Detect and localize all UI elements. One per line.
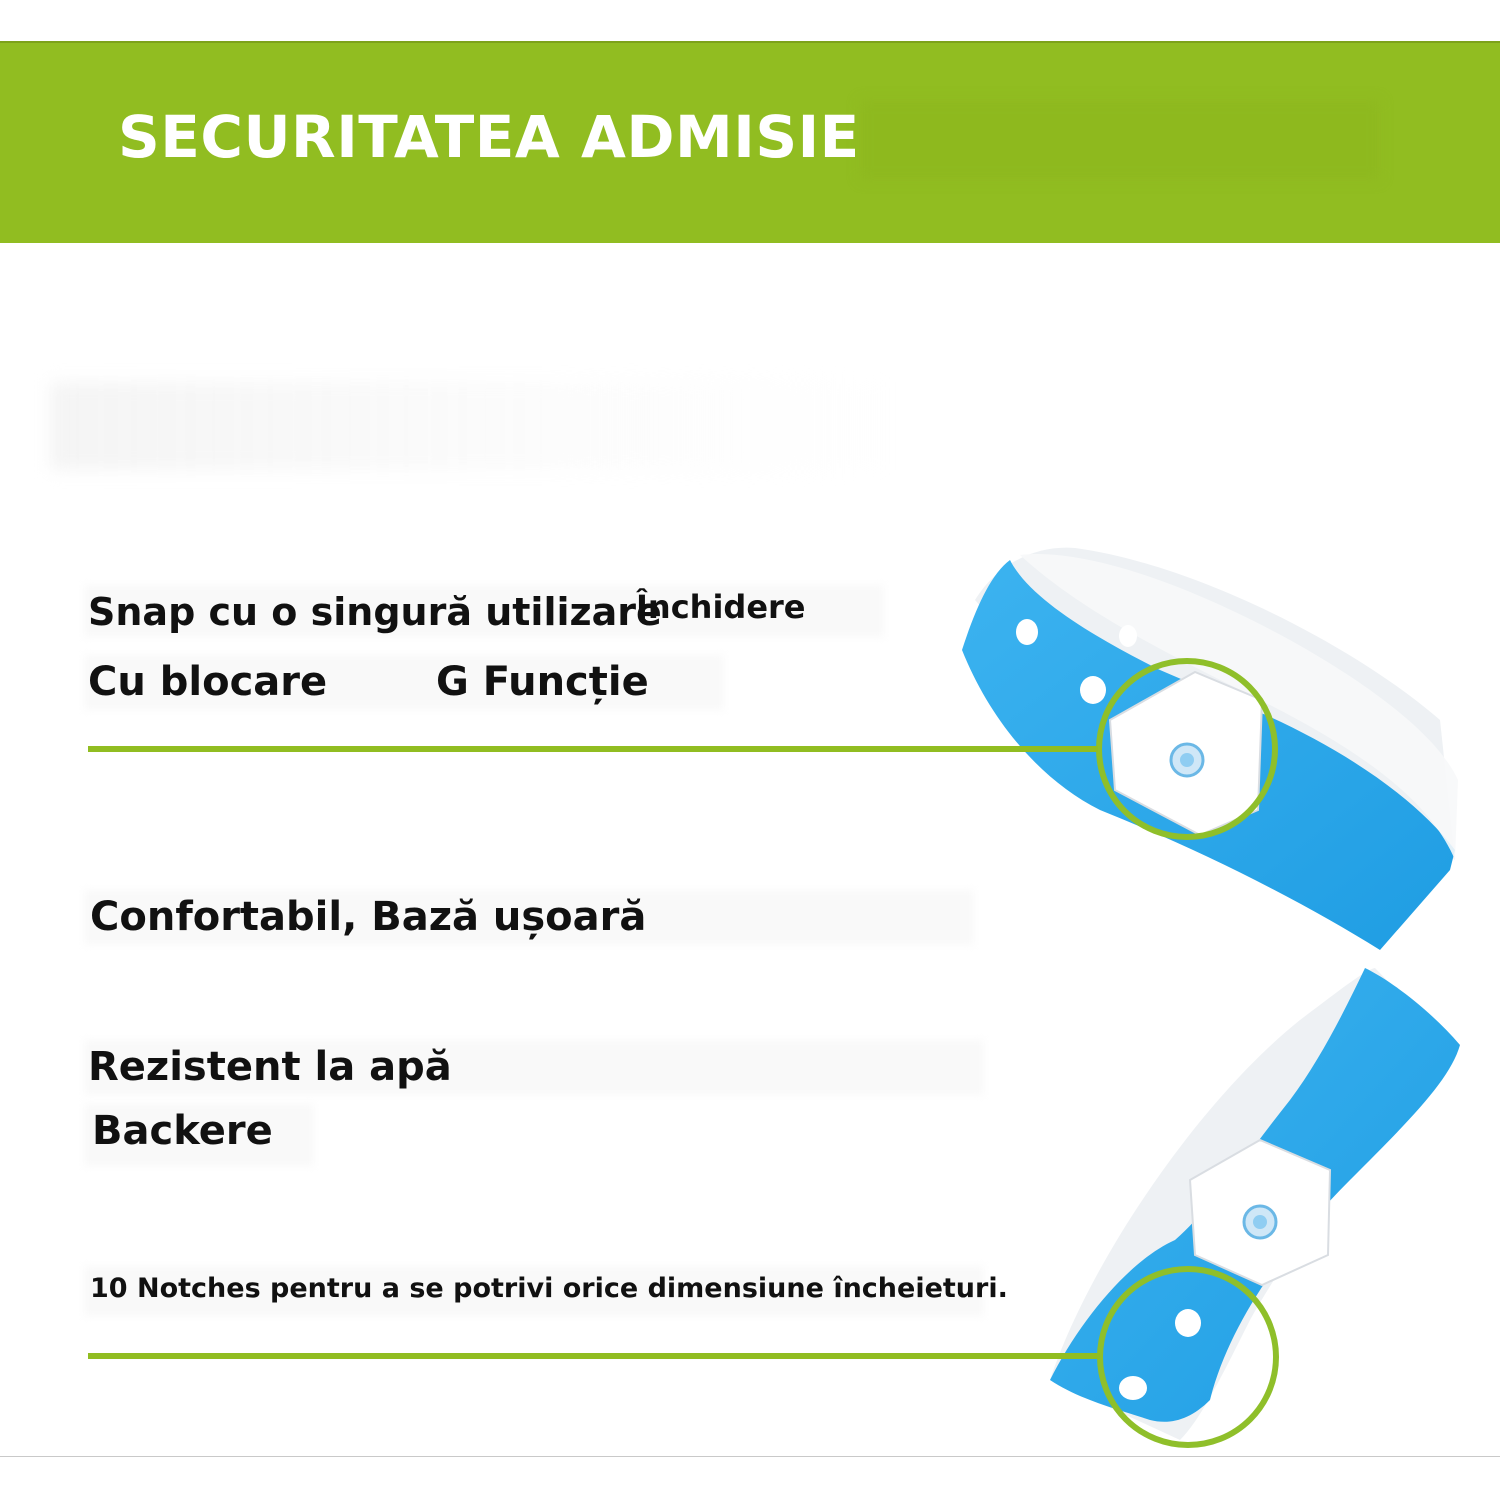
upper-notch <box>1016 619 1038 645</box>
feature-lock-function: G Funcție <box>436 659 649 705</box>
feature-waterproof-backer: Backere <box>92 1108 273 1154</box>
feature-snap-closure: Snap cu o singură utilizare <box>88 590 662 634</box>
lower-notch <box>1175 1309 1201 1337</box>
callout-line-snap <box>88 746 1098 752</box>
feature-notches: 10 Notches pentru a se potrivi orice dimensiune încheieturi. <box>90 1273 1008 1304</box>
feature-comfort: Confortabil, Bază ușoară <box>90 894 647 940</box>
callout-line-notches <box>88 1353 1100 1359</box>
upper-notch <box>1080 676 1106 704</box>
page-title: SECURITATEA ADMISIE <box>118 103 860 171</box>
feature-waterproof: Rezistent la apă <box>88 1044 452 1090</box>
upper-notch <box>1119 625 1137 647</box>
bottom-rule <box>0 1456 1500 1457</box>
lower-notch <box>1119 1376 1147 1400</box>
feature-snap-closure-sup: Închidere <box>636 588 806 626</box>
feature-lock-label: Cu blocare <box>88 659 328 705</box>
